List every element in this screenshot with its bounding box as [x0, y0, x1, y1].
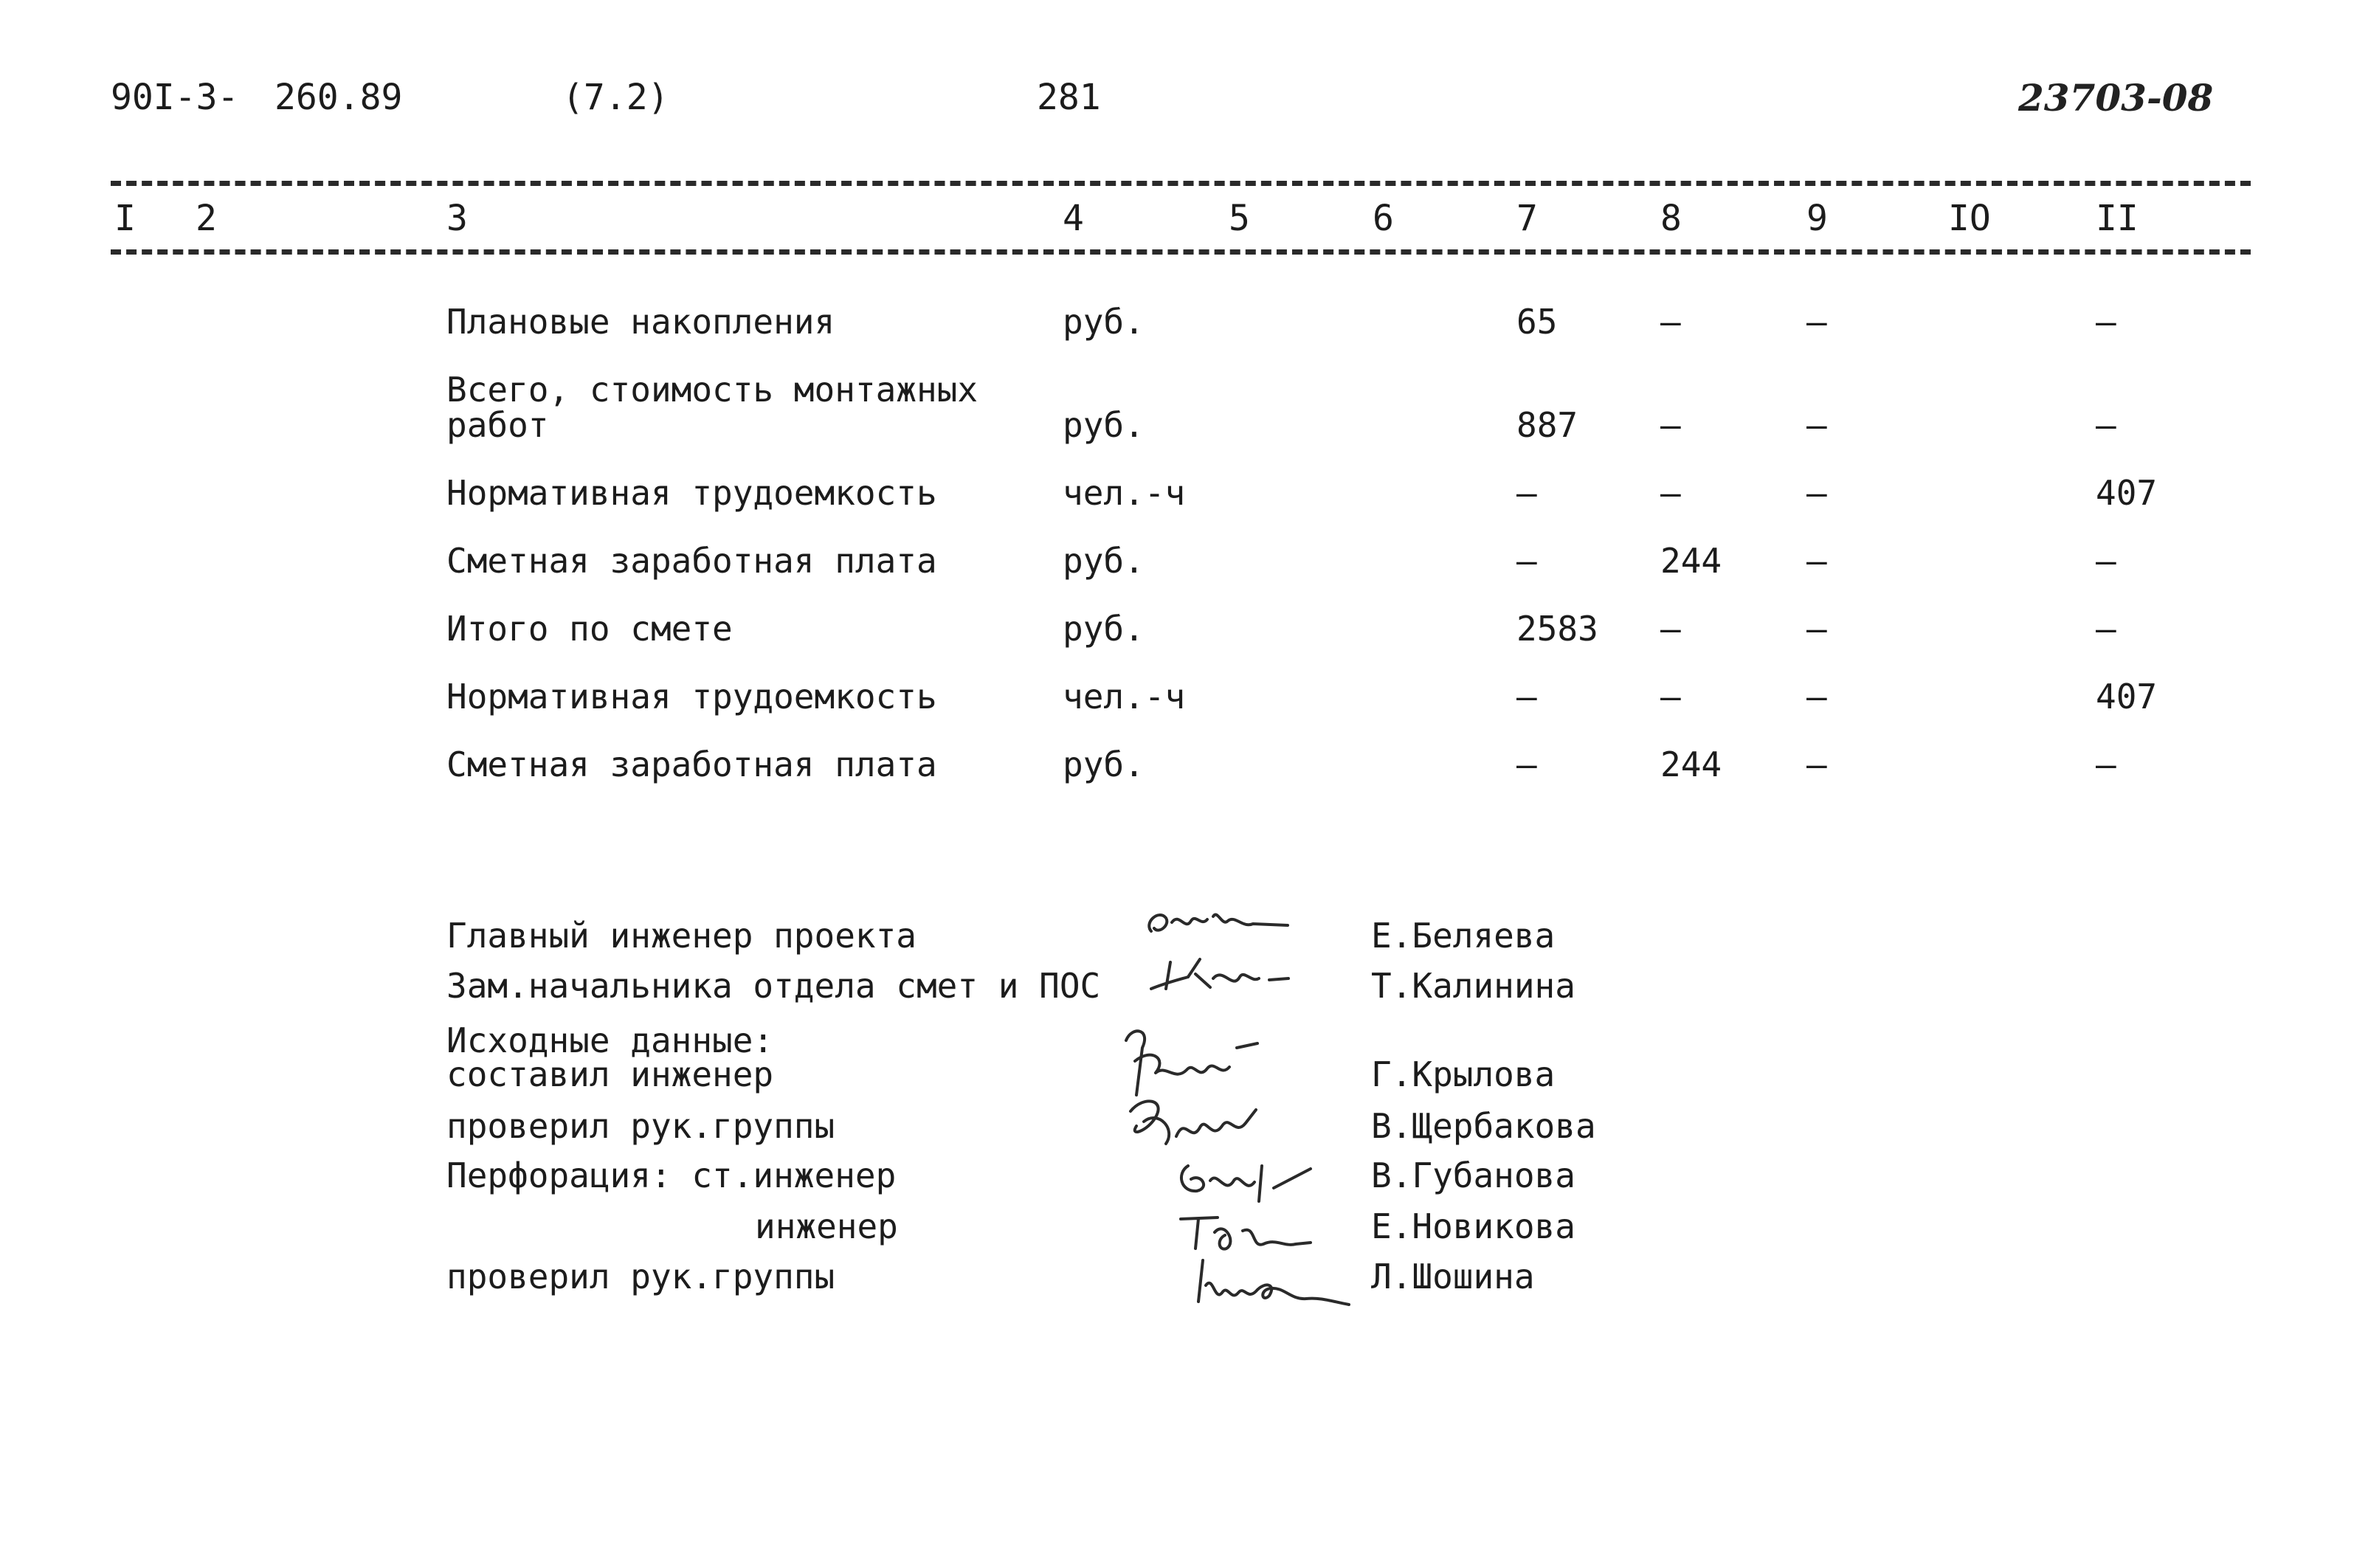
handwritten-signature	[1136, 893, 1299, 952]
row-cell-col9: –	[1806, 609, 1827, 649]
row-cell-col8: –	[1660, 405, 1681, 445]
row-unit: руб.	[1063, 541, 1145, 581]
signature-role: составил инженер	[446, 1054, 774, 1094]
row-label: Сметная заработная плата	[446, 745, 937, 784]
column-number: IO	[1948, 198, 1991, 239]
column-number: 7	[1516, 198, 1538, 239]
signatory-name: Т.Калинина	[1371, 966, 1575, 1006]
row-cell-col8: –	[1660, 609, 1681, 649]
row-cell-col9: –	[1806, 302, 1827, 342]
row-cell-col9: –	[1806, 677, 1827, 716]
row-label: Итого по смете	[446, 609, 733, 649]
signatory-name: В.Губанова	[1371, 1156, 1575, 1195]
table-header-rule	[111, 249, 2251, 255]
row-unit: руб.	[1063, 609, 1145, 649]
row-cell-col7: –	[1516, 745, 1537, 784]
signature-role: проверил рук.группы	[446, 1257, 835, 1296]
signature-role: проверил рук.группы	[446, 1106, 835, 1146]
handwritten-signature	[1136, 944, 1306, 1004]
row-cell-col7: –	[1516, 677, 1537, 716]
row-unit: руб.	[1063, 302, 1145, 342]
row-cell-col11: –	[2096, 541, 2116, 581]
handwritten-signature	[1114, 1085, 1284, 1158]
signature-role: Зам.начальника отдела смет и ПОС	[446, 966, 1101, 1006]
column-number: 9	[1806, 198, 1828, 239]
table-top-rule	[111, 181, 2251, 186]
row-cell-col8: 244	[1660, 745, 1722, 784]
row-cell-col9: –	[1806, 745, 1827, 784]
row-cell-col8: 244	[1660, 541, 1722, 581]
row-cell-col7: –	[1516, 473, 1537, 513]
column-number: 4	[1063, 198, 1084, 239]
archive-number: 23703-08	[2018, 76, 2214, 120]
row-unit: руб.	[1063, 745, 1145, 784]
signature-role: Перфорация: ст.инженер	[446, 1156, 897, 1195]
column-number: 6	[1373, 198, 1394, 239]
row-unit: чел.-ч	[1063, 677, 1186, 716]
row-unit: чел.-ч	[1063, 473, 1186, 513]
row-cell-col11: 407	[2096, 473, 2158, 513]
row-label: Плановые накопления	[446, 302, 835, 342]
row-label: Нормативная трудоемкость	[446, 677, 937, 716]
signature-role: инженер	[755, 1206, 898, 1246]
signatory-name: В.Щербакова	[1371, 1106, 1596, 1146]
signatory-name: Г.Крылова	[1371, 1054, 1556, 1094]
row-cell-col8: –	[1660, 677, 1681, 716]
signatory-name: Е.Беляева	[1371, 916, 1556, 956]
column-number: 2	[196, 198, 217, 239]
row-cell-col7: 2583	[1516, 609, 1598, 649]
column-number: 5	[1229, 198, 1250, 239]
page-number: 281	[1037, 77, 1101, 118]
row-cell-col11: –	[2096, 302, 2116, 342]
signatory-name: Л.Шошина	[1371, 1257, 1535, 1296]
doc-code: 90I-3-	[111, 77, 239, 118]
column-number: 3	[446, 198, 468, 239]
row-cell-col7: 65	[1516, 302, 1558, 342]
column-number: I	[114, 198, 136, 239]
row-cell-col9: –	[1806, 541, 1827, 581]
row-label: Всего, стоимость монтажных	[446, 370, 978, 410]
signatory-name: Е.Новикова	[1371, 1206, 1575, 1246]
row-cell-col11: 407	[2096, 677, 2158, 716]
signature-section-heading: Исходные данные:	[446, 1020, 774, 1060]
row-cell-col11: –	[2096, 405, 2116, 445]
row-label-continued: работ	[446, 405, 549, 445]
row-cell-col9: –	[1806, 473, 1827, 513]
row-cell-col7: 887	[1516, 405, 1578, 445]
row-label: Нормативная трудоемкость	[446, 473, 937, 513]
row-cell-col8: –	[1660, 473, 1681, 513]
column-number: II	[2096, 198, 2139, 239]
row-cell-col8: –	[1660, 302, 1681, 342]
column-number: 8	[1660, 198, 1682, 239]
row-cell-col11: –	[2096, 745, 2116, 784]
doc-number: 260.89	[275, 77, 403, 118]
row-cell-col7: –	[1516, 541, 1537, 581]
row-label: Сметная заработная плата	[446, 541, 937, 581]
row-unit: руб.	[1063, 405, 1145, 445]
section-number: (7.2)	[562, 77, 669, 118]
row-cell-col11: –	[2096, 609, 2116, 649]
row-cell-col9: –	[1806, 405, 1827, 445]
handwritten-signature	[1188, 1247, 1365, 1321]
signature-role: Главный инженер проекта	[446, 916, 917, 956]
